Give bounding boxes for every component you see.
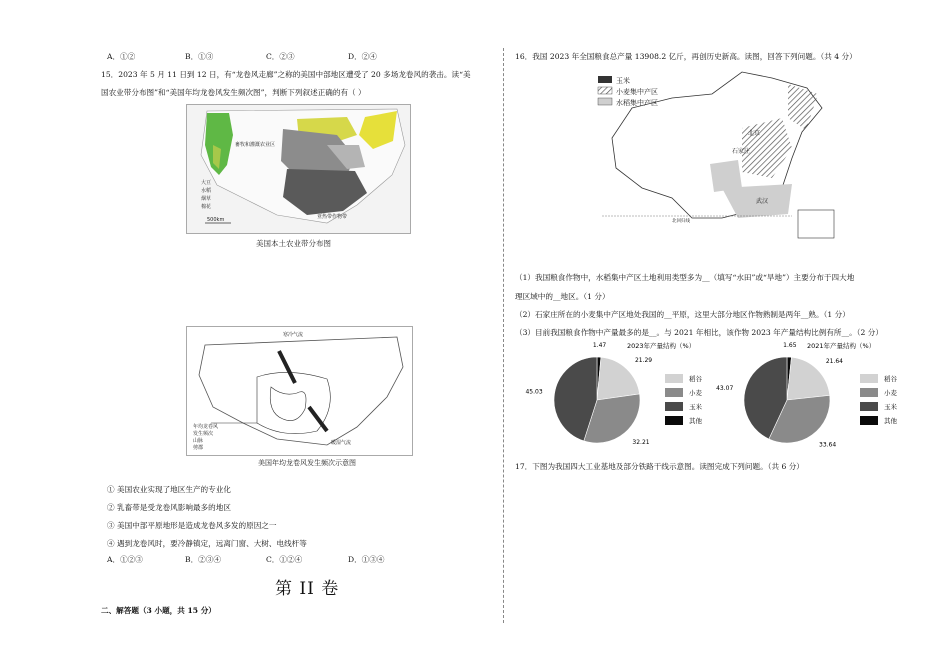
map2-cold-air: 寒冷气流 — [283, 332, 304, 338]
city-beijing: 北京 — [748, 130, 761, 137]
pie-legend-label-1-0: 稻谷 — [884, 375, 897, 383]
pie-legend-swatch-0-1 — [665, 388, 683, 397]
column-divider — [503, 48, 504, 623]
q14-option-d: D．②④ — [348, 52, 377, 61]
map1-legend-1: 水稻 — [201, 188, 212, 194]
pie-legend-label-1-2: 玉米 — [884, 403, 897, 411]
statement-4: ④ 遇到龙卷风时，要冷静镇定，远离门窗、大树、电线杆等 — [107, 539, 307, 548]
pie-slice-1-稻谷 — [787, 357, 830, 400]
china-legend-1: 小麦集中产区 — [616, 88, 658, 96]
q16-1-line2: 理区域中的__地区。（1 分） — [515, 292, 610, 301]
us-tornado-map — [186, 326, 413, 456]
q15-stem-line1: 15．2023 年 5 月 11 日到 12 日，有“龙卷风走廊”之称的美国中部地区遭受了 20 多场龙卷风的袭击。读“美 — [101, 70, 471, 79]
q15-option-c: C．①②④ — [266, 555, 303, 564]
pie-legend-label-0-1: 小麦 — [689, 389, 702, 397]
q15-stem-line2: 国农业带分布图”和“美国年均龙卷风发生频次图”，判断下列叙述正确的有（ ） — [101, 88, 366, 97]
map1-label-dairy: 畜牧和灌溉农业区 — [235, 142, 276, 148]
pie-value-1-其他: 1.65 — [783, 342, 797, 350]
q14-option-a: A．①② — [107, 52, 136, 61]
map2-caption: 美国年均龙卷风发生频次示意图 — [258, 459, 356, 467]
map2-legend-3: 剪郡 — [193, 445, 204, 451]
pie-value-1-稻谷: 21.64 — [825, 358, 844, 366]
pie-value-0-小麦: 32.21 — [632, 439, 650, 447]
pie-legend-swatch-0-2 — [665, 402, 683, 411]
map1-scale: 500km — [207, 217, 225, 223]
q16-title: 16．我国 2023 年全国粮食总产量 13908.2 亿斤，再创历史新高。读图，回答下列问题。（共 4 分） — [515, 52, 857, 61]
pie-legend-label-0-3: 其他 — [689, 417, 702, 425]
pie-legend-label-0-2: 玉米 — [689, 403, 702, 411]
china-grain-map — [592, 68, 842, 242]
pie-slice-0-稻谷 — [597, 357, 640, 400]
statement-1: ① 美国农业实现了地区生产的专业化 — [107, 485, 231, 494]
statement-3: ③ 美国中部平原地形是造成龙卷风多发的原因之一 — [107, 521, 277, 530]
map2-warm-air: 暖湿气流 — [331, 440, 352, 446]
pie-legend-label-1-3: 其他 — [884, 417, 897, 425]
pie-legend-label-0-0: 稻谷 — [689, 375, 702, 383]
pie-legend-swatch-1-3 — [860, 416, 878, 425]
us-agriculture-map-graphic — [187, 105, 410, 233]
q15-option-a: A．①②③ — [107, 555, 143, 564]
map1-legend-0: 大豆 — [201, 180, 212, 186]
map1-legend-2: 烟草 — [201, 196, 212, 202]
map2-legend-1: 发生频次 — [193, 431, 214, 437]
pie-legend-swatch-0-3 — [665, 416, 683, 425]
china-legend-2: 水稻集中产区 — [616, 99, 658, 107]
pie-value-1-小麦: 33.64 — [819, 441, 837, 449]
q14-option-c: C．②③ — [266, 52, 295, 61]
pie-legend-swatch-1-2 — [860, 402, 878, 411]
china-legend-0: 玉米 — [616, 77, 630, 85]
pie-title-0: 2023年产量结构（%） — [627, 342, 696, 350]
pie-charts — [515, 338, 935, 458]
q16-1-line1: （1）我国粮食作物中，水稻集中产区土地利用类型多为__（填写“水田”或“旱地”）主要分布于四大地 — [515, 273, 855, 282]
pie-legend-swatch-0-0 — [665, 374, 683, 383]
q14-option-b: B．①③ — [185, 52, 214, 61]
city-wuhan: 武汉 — [756, 198, 769, 205]
part-title: 第 II 卷 — [275, 579, 340, 599]
us-agriculture-map — [186, 104, 411, 234]
q15-option-b: B．②③④ — [185, 555, 221, 564]
tropic-label: 北回归线 — [672, 219, 690, 224]
q16-3: （3）目前我国粮食作物中产量最多的是__。与 2021 年相比，该作物 2023 年产量结构比例有所__。（2 分） — [515, 328, 883, 337]
map2-legend-2: 山脉 — [193, 438, 204, 444]
pie-value-0-玉米: 45.03 — [525, 388, 543, 396]
city-shijiazhuang: 石家庄 — [732, 148, 751, 155]
us-tornado-map-graphic — [187, 327, 412, 455]
map1-caption: 美国本土农业带分布图 — [256, 239, 331, 248]
pie-value-1-玉米: 43.07 — [716, 385, 734, 393]
pie-title-1: 2021年产量结构（%） — [807, 342, 876, 350]
map1-legend-3: 棉花 — [201, 204, 212, 210]
map2-legend-0: 年均龙卷风 — [193, 424, 219, 430]
q15-option-d: D．①③④ — [348, 555, 385, 564]
pie-legend-label-1-1: 小麦 — [884, 389, 897, 397]
pie-value-0-其他: 1.47 — [592, 342, 607, 350]
pie-legend-swatch-1-0 — [860, 374, 878, 383]
statement-2: ② 乳畜带是受龙卷风影响最多的地区 — [107, 503, 231, 512]
map1-label-grain: 亚热带作物带 — [317, 214, 348, 220]
pie-legend-swatch-1-1 — [860, 388, 878, 397]
q17-title: 17．下图为我国四大工业基地及部分铁路干线示意图。读图完成下列问题。（共 6 分） — [515, 462, 804, 471]
q16-2: （2）石家庄所在的小麦集中产区地处我国的__平原，这里大部分地区作物熟制是两年__熟。（1 分） — [515, 310, 850, 319]
pie-value-0-稻谷: 21.29 — [634, 357, 653, 365]
section-2-heading: 二、解答题（3 小题，共 15 分） — [101, 606, 216, 615]
